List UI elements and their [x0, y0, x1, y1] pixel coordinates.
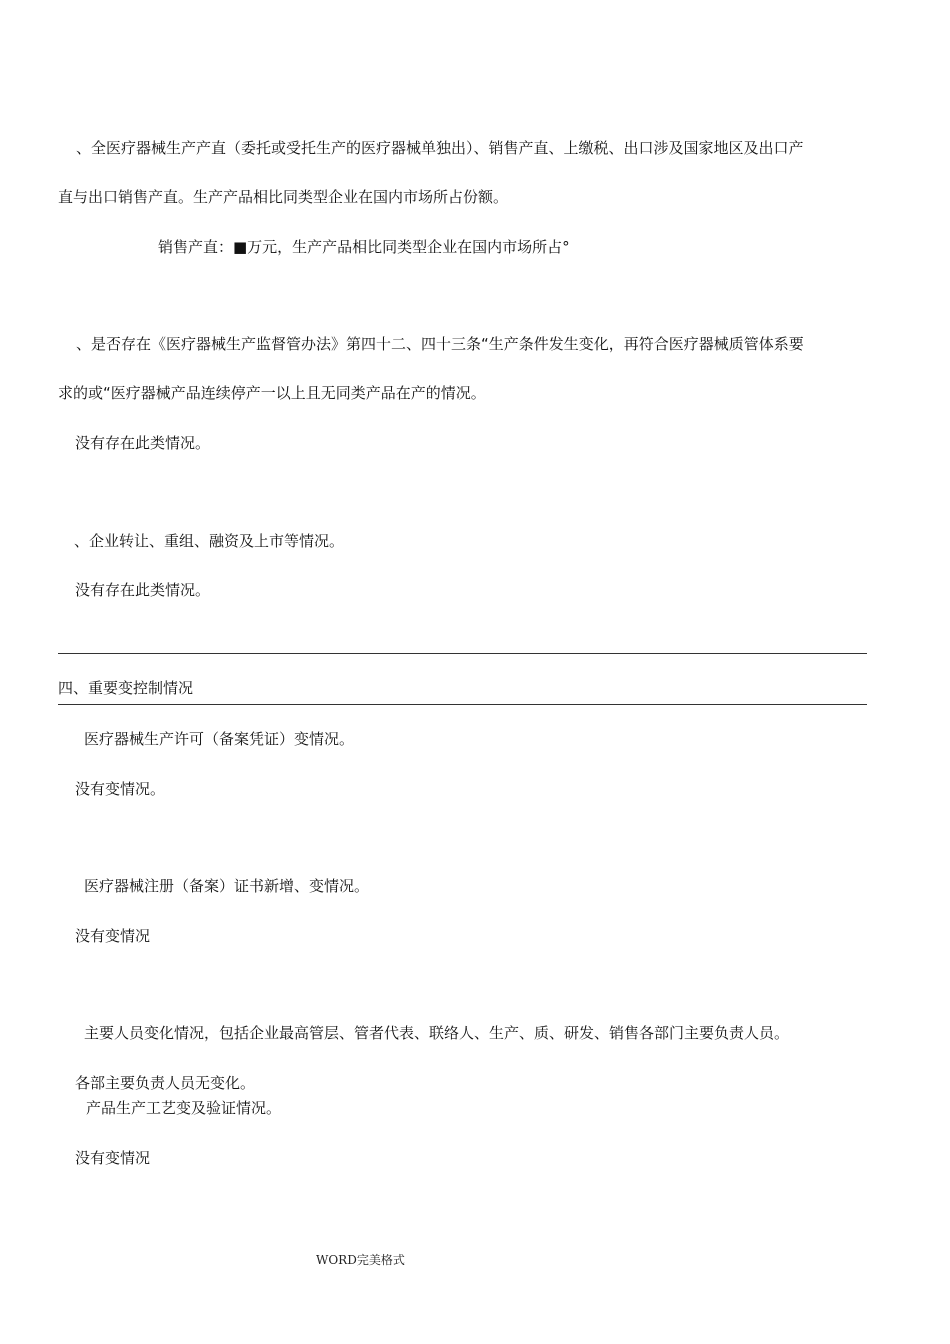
- personnel-item-text: 主要人员变化情况，包括企业最高管层、管者代表、联络人、生产、质、研发、销售各部门主要负责人员。: [84, 1024, 790, 1042]
- output-item-text-line1: 、全医疗器械生产产直（委托或受托生产的医疗器械单独出）、销售产直、上缴税、出口涉及国家地区及出口产: [76, 139, 804, 157]
- process-item-answer: 没有变情况: [75, 1149, 151, 1167]
- section-divider-top: [58, 653, 867, 654]
- license-item-answer: 没有变情况。: [75, 780, 166, 798]
- suspension-item-text-line2: 求的或“医疗器械产品连续停产一以上且无同类产品在产的情况。: [58, 384, 486, 402]
- suspension-item-answer: 没有存在此类情况。: [75, 434, 211, 452]
- license-item-text: 医疗器械生产许可（备案凭证）变情况。: [84, 730, 355, 748]
- suspension-item-text-line1: 、是否存在《医疗器械生产监督管办法》第四十二、四十三条“生产条件发生变化，再符合医疗器械质管体系要: [76, 335, 804, 353]
- registration-item-text: 医疗器械注册（备案）证书新增、变情况。: [84, 877, 370, 895]
- section-divider-bottom: [58, 704, 867, 705]
- output-item-answer: 销售产直：■万元，生产产品相比同类型企业在国内市场所占°: [158, 238, 570, 256]
- output-item-text-line2: 直与出口销售产直。生产产品相比同类型企业在国内市场所占份额。: [58, 188, 509, 206]
- transfer-item-answer: 没有存在此类情况。: [75, 581, 211, 599]
- personnel-item-answer: 各部主要负责人员无变化。: [75, 1074, 256, 1092]
- page-footer: WORD完美格式: [316, 1253, 405, 1267]
- process-item-text: 产品生产工艺变及验证情况。: [86, 1099, 282, 1117]
- transfer-item-text: 、企业转让、重组、融资及上市等情况。: [74, 532, 345, 550]
- registration-item-answer: 没有变情况: [75, 927, 151, 945]
- section4-heading: 四、重要变控制情况: [58, 679, 194, 697]
